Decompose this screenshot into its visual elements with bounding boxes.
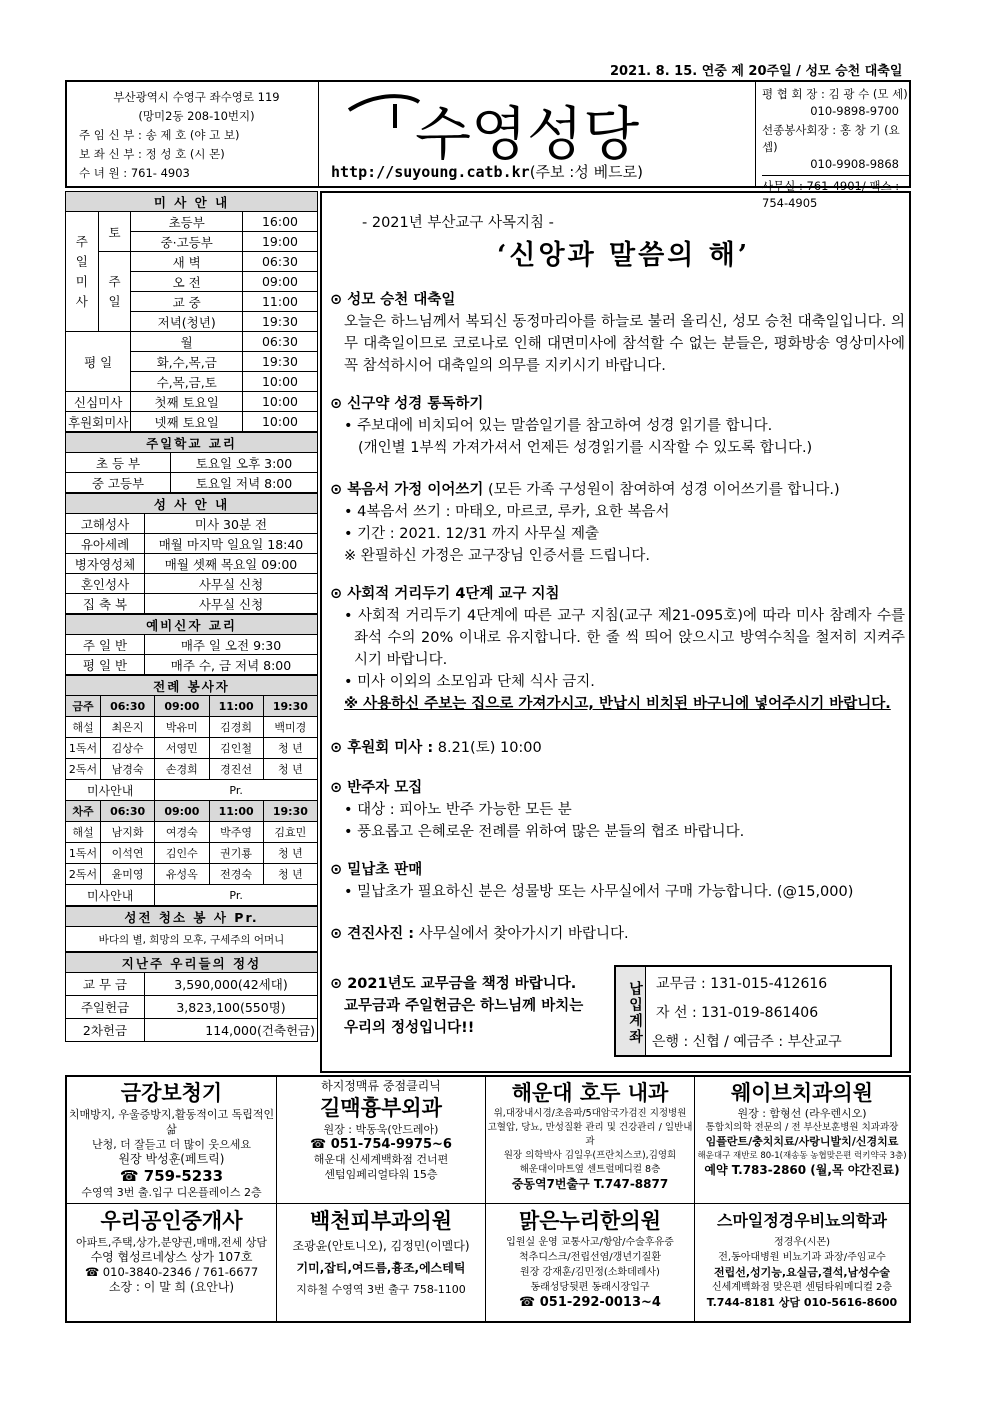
ad-phone: ☎ 051-292-0013~4 [519,1295,661,1310]
mass-name: 저녁(청년) [131,312,243,332]
notices-panel [320,191,911,1073]
sacrament-info: 매월 마지막 일요일 18:40 [145,534,318,554]
server-name: 청 년 [263,843,317,864]
ad-title: 해운대 호두 내과 [511,1081,669,1105]
sunday-label: 주 일 미 사 [66,212,99,332]
extra-mass-time: 10:00 [243,392,318,412]
ad-line: 원장 의학박사 김일우(프란치스코),김영희 [503,1150,677,1161]
sister-line: 수 녀 원 : 761- 4903 [79,166,190,180]
notice-candles [330,859,905,903]
ad-dermatology[interactable] [277,1207,485,1321]
server-role: 2독서 [66,759,101,780]
ad-line: 난청, 더 잘듣고 더 많이 웃으세요 [91,1138,252,1151]
catechumen-time: 매주 일 오전 9:30 [145,635,318,655]
servers-time: 11:00 [209,696,263,717]
offering-amount: 114,000(건축헌금) [145,1019,318,1042]
mass-name: 새 벽 [131,252,243,272]
extra-mass-day: 넷째 토요일 [131,412,243,432]
servers-time: 06:30 [101,801,155,822]
servers-time: 09:00 [155,801,209,822]
mass-time: 09:00 [243,272,318,292]
mass-time: 19:30 [243,352,318,372]
account-row: 은행 : 신협 / 예금주 : 부산교구 [652,1034,842,1050]
ad-line: 고혈압, 당뇨, 만성질환 관리 및 건강관리 / 일반내과 [487,1122,693,1147]
parish-url[interactable]: http://suyoung.catb.kr(주보 :성 베드로) [331,163,643,181]
catechumen-time: 매주 수, 금 저녁 8:00 [145,655,318,675]
ad-line: 수영역 3번 출.입구 디온플레이스 2층 [81,1186,262,1199]
servers-time: 06:30 [101,696,155,717]
notice-bullet: • 밀납초가 필요하신 분은 성물방 또는 사무실에서 구매 가능합니다. (@15,000) [344,884,854,900]
server-notice-value: Pr. [155,885,318,906]
ad-title: 금강보청기 [120,1081,223,1105]
notice-heading: ⊙ 밀납초 판매 [330,862,423,878]
notice-warning: ※ 사용하신 주보는 집으로 가져가시고, 반납시 비치된 바구니에 넣어주시기 바랍니다. [344,696,891,712]
server-name: 서영민 [155,738,209,759]
notice-bible-reading [330,393,905,459]
notice-heading-tail: (모든 가족 구성원이 참여하여 성경 이어쓰기를 합니다.) [483,482,840,498]
notice-bullet: • 풍요롭고 은혜로운 전례를 위하여 많은 분들의 협조 바랍니다. [344,824,745,840]
server-name: 김효민 [263,822,317,843]
catechumen-title: 예비신자 교리 [66,615,318,635]
ad-subtitle: 하지정맥류 중점클리닉 [321,1079,441,1093]
server-name: 김상수 [101,738,155,759]
server-name: 남지화 [101,822,155,843]
account-label: 납입계좌 [616,967,646,1055]
ad-line: 조광윤(안토니오), 김정민(이멜다) [292,1239,470,1253]
ad-line: 원장 강재훈/김민정(소화데레사) [520,1267,660,1278]
notice-dues-line: ⊙ 2021년도 교무금을 책정 바랍니다. [330,976,577,992]
school-row-name: 중 고등부 [66,473,171,493]
ad-realestate[interactable] [67,1207,276,1321]
notice-bullet: • 4복음서 쓰기 : 마태오, 마르코, 루카, 요한 복음서 [344,504,670,520]
notice-dues [330,973,610,1039]
ad-line: 전,동아대병원 비뇨기과 과장/주임교수 [718,1252,886,1263]
catechumen-schedule [65,614,318,675]
server-name: 김인철 [209,738,263,759]
notice-bullet: ※ 완필하신 가정은 교구장님 인증서를 드립니다. [344,548,650,564]
server-role: 해설 [66,822,101,843]
notice-heading: ⊙ 복음서 가정 이어쓰기 [330,482,484,498]
offering-amount: 3,823,100(550명) [145,996,318,1019]
notice-heading: ⊙ 견진사진 : [330,926,415,942]
ad-oriental-clinic[interactable] [486,1207,694,1321]
servers-time: 19:30 [263,696,317,717]
server-name: 박유미 [155,717,209,738]
notice-bullet: • 미사 이외의 소모임과 단체 식사 금지. [344,674,595,690]
notice-heading: ⊙ 후원회 미사 : [330,740,434,756]
mass-time: 19:30 [243,312,318,332]
cleaning-groups: 바다의 별, 희망의 모후, 구세주의 어머니 [66,927,318,952]
school-row-time: 토요일 저녁 8:00 [171,473,318,493]
notice-bullet: • 주보대에 비치되어 있는 말씀일기를 참고하여 성경 읽기를 합니다. [344,418,773,434]
mass-time: 06:30 [243,332,318,352]
service-chair: 선종봉사회장 : 홍 창 기 (요 셉) [762,123,900,154]
extra-mass-name: 신심미사 [66,392,131,412]
ad-title: 스마일정경우비뇨의학과 [716,1211,888,1230]
sacrament-info: 사무실 신청 [145,574,318,594]
school-row-time: 토요일 오후 3:00 [171,453,318,473]
ad-line: 신세계백화점 맞은편 센텀타워메디컬 2층 [711,1282,893,1293]
server-name: 유성옥 [155,864,209,885]
notice-assumption [330,289,905,377]
server-role: 1독서 [66,843,101,864]
address-line-1: 부산광역시 수영구 좌수영로 119 [113,90,280,104]
notice-heading: ⊙ 반주자 모집 [330,780,423,796]
sacrament-info: 사무실 신청 [145,594,318,614]
ad-line: 해운대이마트옆 센트럴메디컬 8층 [519,1164,661,1175]
logo-text: 수영성당 [415,100,640,160]
council-phone: 010-9898-9700 [810,104,899,118]
notice-bullet: • 기간 : 2021. 12/31 까지 사무실 제출 [344,526,600,542]
parish-logo [337,88,737,160]
extra-mass-time: 10:00 [243,412,318,432]
ad-line: 해운대구 재반로 80-1(재송동 농협맞은편 럭키약국 3층) [697,1151,907,1161]
ad-line: 치매방지, 우울증방지,활동적이고 독립적인 삶 [68,1108,275,1136]
notice-bullet: (개인별 1부씩 가져가셔서 언제든 성경읽기를 시작할 수 있도록 합니다.) [358,440,813,456]
sacrament-name: 고해성사 [66,514,145,534]
ad-line: 정경우(시몬) [773,1237,831,1248]
sat-label: 토 [98,212,131,252]
server-name: 손경희 [155,759,209,780]
weekday-label: 평 일 [66,332,131,392]
ad-line: 원장 : 함형선 (라우렌시오) [737,1107,867,1120]
ad-line: 해운대 신세계백화점 건너편 [313,1153,449,1166]
ad-dental[interactable] [695,1079,909,1203]
notice-confirmation-photos [330,923,905,945]
ad-title: 맑은누리한의원 [518,1209,661,1233]
catechumen-class: 주 일 반 [66,635,145,655]
server-notice-label: 미사안내 [66,885,155,906]
ad-internal-medicine[interactable] [486,1079,694,1203]
sacrament-title: 성 사 안 내 [66,494,318,514]
mass-time: 19:00 [243,232,318,252]
ad-phone: ☎ 010-3840-2346 / 761-6677 [84,1265,259,1279]
servers-time: 11:00 [209,801,263,822]
mass-title: 미 사 안 내 [66,192,318,212]
mass-name: 초등부 [131,212,243,232]
sacrament-info: 매월 셋째 목요일 09:00 [145,554,318,574]
server-role: 해설 [66,717,101,738]
notice-heading: ⊙ 신구약 성경 통독하기 [330,396,484,412]
sacrament-name: 혼인성사 [66,574,145,594]
notice-dues-line: 우리의 정성입니다!! [344,1020,475,1036]
servers-table [65,675,318,906]
pastor-line: 주 임 신 부 : 송 제 호 (야 고 보) [79,128,240,142]
extra-mass-name: 후원회미사 [66,412,131,432]
left-column [65,191,318,1042]
server-name: 청 년 [263,759,317,780]
masthead [319,82,755,186]
ad-phone: ☎ 759-5233 [119,1167,224,1185]
parish-info [67,82,319,186]
council-chair: 평 협 회 장 : 김 광 수 (모 세) [762,87,908,101]
server-name: 김경희 [209,717,263,738]
server-name: 김인수 [155,843,209,864]
mass-time: 10:00 [243,372,318,392]
ad-phone: 중동역7번출구 T.747-8877 [511,1177,669,1191]
ad-line: 동래성당뒷편 동래시장입구 [530,1282,650,1293]
extra-mass-day: 첫째 토요일 [131,392,243,412]
account-row: 자 선 : 131-019-861406 [656,1005,819,1021]
server-role: 2독서 [66,864,101,885]
server-name: 박주영 [209,822,263,843]
server-name: 청 년 [263,738,317,759]
ad-title: 우리공인중개사 [100,1208,243,1233]
ad-line: 센텀임페리얼타워 15층 [324,1168,438,1181]
notice-heading: ⊙ 사회적 거리두기 4단계 교구 지침 [330,586,560,602]
offering-type: 2차헌금 [66,1019,145,1042]
ad-line: 임플란트/충치치료/사랑니발치/신경치료 [705,1135,899,1148]
offering-title: 지난주 우리들의 정성 [66,953,318,973]
server-role: 1독서 [66,738,101,759]
ad-line: 기미,잡티,여드름,흉조,에스테틱 [296,1261,466,1275]
ad-line: 원장 박성훈(페트릭) [118,1152,225,1166]
school-schedule [65,432,318,493]
ad-title: 백천피부과의원 [309,1208,452,1233]
catechumen-class: 평 일 반 [66,655,145,675]
school-title: 주일학교 교리 [66,433,318,453]
notice-supporters-mass [330,737,905,759]
ad-title: 길맥흉부외과 [320,1095,442,1120]
school-row-name: 초 등 부 [66,453,171,473]
sacrament-name: 집 축 복 [66,594,145,614]
notice-bullet: • 대상 : 피아노 반주 가능한 모든 분 [344,802,572,818]
mass-name: 수,목,금,토 [131,372,243,392]
assistant-line: 보 좌 신 부 : 정 성 호 (시 몬) [79,147,225,161]
server-name: 여경숙 [155,822,209,843]
offering-type: 교 무 금 [66,973,145,996]
ad-line: 위,대장내시경/초음파/5대암국가검진 지정병원 [493,1108,687,1119]
ad-urology[interactable] [695,1207,909,1321]
server-notice-value: Pr. [155,780,318,801]
ad-line: 통합치의학 전문의 / 전 부산보훈병원 치과과장 [705,1122,899,1133]
server-name: 백미경 [263,717,317,738]
sun-label: 주 일 [98,252,131,332]
server-name: 윤미영 [101,864,155,885]
ad-phone: T.744-8181 상담 010-5616-8600 [706,1296,898,1309]
servers-week: 차주 [66,801,101,822]
server-name: 남경숙 [101,759,155,780]
account-row: 교무금 : 131-015-412616 [656,976,828,992]
mass-name: 오 전 [131,272,243,292]
server-name: 최은지 [101,717,155,738]
notice-heading-tail: 8.21(토) 10:00 [433,740,542,756]
ad-line: 소장 : 이 말 희 (요안나) [108,1280,235,1294]
mass-time: 16:00 [243,212,318,232]
server-name: 경진선 [209,759,263,780]
mass-schedule [65,191,318,432]
ad-line: 전립선,성기능,요실금,결석,남성수술 [713,1266,891,1279]
servers-title: 전례 봉사자 [66,676,318,696]
ad-line: 아파트,주택,상가,분양권,매매,전세 상담 [76,1236,267,1249]
sacrament-name: 병자영성체 [66,554,145,574]
notice-heading-tail: 사무실에서 찾아가시기 바랍니다. [414,926,629,942]
mass-time: 06:30 [243,252,318,272]
notice-gospel-writing [330,479,905,567]
ad-phone: 지하철 수영역 3번 출구 758-1100 [296,1283,466,1296]
notice-body: 오늘은 하느님께서 복되신 동정마리아를 하늘로 불러 올리신, 성모 승천 대축일입니다. 의무 대축일이므로 코로나로 인해 대면미사에 참석할 수 없는 분들은, 평화방송 영상미사에 꼭 참석하시어 대축일의 의무를 지키시기 바랍니다. [344,314,905,374]
sacrament-info: 미사 30분 전 [145,514,318,534]
notice-dues-line: 교무금과 주일헌금은 하느님께 바치는 [344,998,584,1014]
ad-title: 웨이브치과의원 [730,1081,873,1105]
servers-time: 09:00 [155,696,209,717]
offering-amount: 3,590,000(42세대) [145,973,318,996]
mass-name: 교 중 [131,292,243,312]
mass-time: 11:00 [243,292,318,312]
address-line-2: (망미2동 208-10번지) [138,109,255,123]
server-name: 전경숙 [209,864,263,885]
contact-info [755,82,909,210]
cleaning-table [65,906,318,952]
ad-phone: ☎ 051-754-9975~6 [310,1137,452,1152]
ad-line: 입원실 운영 교통사고/항암/수술후유증 [506,1237,674,1248]
notice-heading: ⊙ 성모 승천 대축일 [330,292,456,308]
notice-bullet: • 사회적 거리두기 4단계에 따른 교구 지침(교구 제21-095호)에 따라 미사 참례자 수를 좌석 수의 20% 이내로 유지합니다. 한 줄 씩 띄어 앉으시고 방역수칙을 철저히 지켜주시기 바랍니다. [344,608,905,668]
notice-accompanist [330,777,905,843]
ad-line: 수영 협성르네상스 상가 107호 [90,1250,253,1264]
date-line: 2021. 8. 15. 연중 제 20주일 / 성모 승천 대축일 [610,64,903,79]
ad-line: 척추디스크/전립선염/갱년기질환 [519,1252,661,1263]
mass-name: 월 [131,332,243,352]
policy-title: ‘신앙과 말씀의 해’ [497,240,751,271]
notice-distancing [330,583,905,715]
server-name: 청 년 [263,864,317,885]
mass-name: 중·고등부 [131,232,243,252]
sacrament-name: 유아세례 [66,534,145,554]
cleaning-title: 성전 청소 봉 사 Pr. [66,907,318,927]
ad-vein-clinic[interactable] [277,1079,485,1203]
patron-text: (주보 :성 베드로) [529,163,643,181]
mass-name: 화,수,목,금 [131,352,243,372]
server-name: 권기룡 [209,843,263,864]
sacrament-schedule [65,493,318,614]
account-box [614,965,892,1057]
policy-subtitle: - 2021년 부산교구 사목지침 - [362,215,554,231]
offering-type: 주일헌금 [66,996,145,1019]
server-notice-label: 미사안내 [66,780,155,801]
ad-hearing-aid[interactable] [67,1079,276,1203]
advertisements [65,1075,911,1323]
service-phone: 010-9908-9868 [810,157,899,171]
servers-week: 금주 [66,696,101,717]
ad-phone: 예약 T.783-2860 (월,목 야간진료) [704,1163,900,1177]
offering-table [65,952,318,1042]
server-name: 이석연 [101,843,155,864]
servers-time: 19:30 [263,801,317,822]
office-phone: 사무실 : 761-4901/ 팩스 : 754-4905 [762,175,909,212]
ad-line: 원장 : 박동욱(안드레아) [323,1123,439,1136]
